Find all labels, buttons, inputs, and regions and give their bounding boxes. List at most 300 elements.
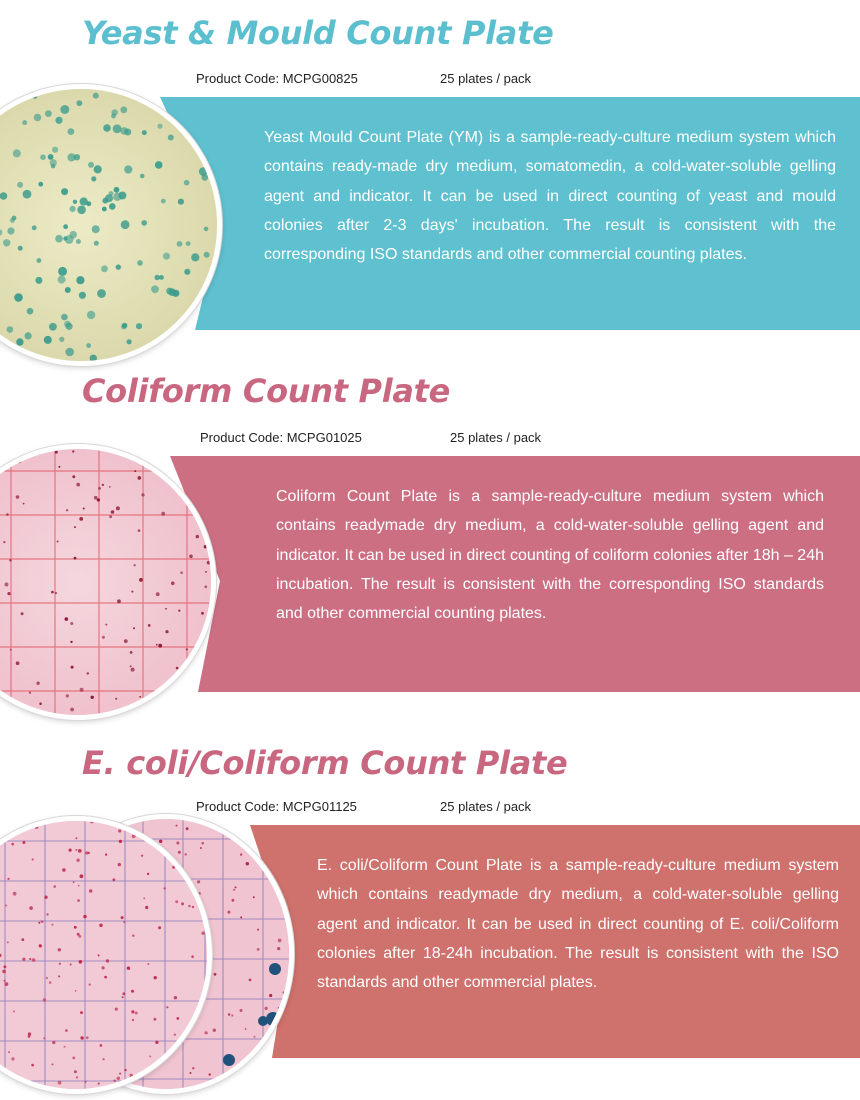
- colony-dot: [57, 541, 59, 543]
- colony-dot: [87, 672, 89, 674]
- colony-dot: [86, 343, 91, 348]
- colony-dot: [186, 648, 188, 650]
- colony-dot: [85, 1081, 87, 1083]
- colony-dot: [52, 147, 58, 153]
- colony-dot: [142, 130, 147, 135]
- product-section-yeast-mould: [0, 0, 860, 360]
- blue-colony-dot: [269, 963, 281, 975]
- colony-dot: [158, 644, 162, 648]
- blue-colony-dot: [223, 1054, 235, 1066]
- colony-dot: [197, 649, 199, 651]
- colony-dot: [106, 959, 109, 962]
- colony-dot: [55, 451, 58, 454]
- colony-dot: [116, 264, 121, 269]
- colony-dot: [203, 524, 205, 526]
- colony-dot: [55, 117, 62, 124]
- colony-dot: [4, 965, 7, 968]
- colony-dot: [80, 197, 88, 205]
- colony-dot: [203, 822, 205, 824]
- ecoli-plate-photo-front: [0, 816, 212, 1094]
- colony-dot: [189, 555, 193, 559]
- colony-dot: [232, 899, 235, 902]
- colony-dot: [58, 948, 61, 951]
- colony-dot: [141, 493, 144, 496]
- colony-dot: [255, 1056, 258, 1059]
- colony-dot: [134, 564, 136, 566]
- colony-dot: [206, 329, 211, 334]
- colony-dot: [254, 1036, 256, 1038]
- colony-dot: [38, 182, 43, 187]
- colony-dot: [58, 975, 60, 977]
- colony-dot: [120, 106, 127, 113]
- colony-dot: [49, 981, 52, 984]
- colony-dot: [192, 1062, 194, 1064]
- colony-dot: [13, 149, 21, 157]
- colony-dot: [178, 610, 180, 612]
- colony-dot: [171, 582, 175, 586]
- colony-dot: [58, 1081, 62, 1085]
- colony-dot: [133, 627, 135, 629]
- colony-dot: [176, 667, 179, 670]
- colony-dot: [114, 1080, 116, 1082]
- colony-dot: [111, 510, 115, 514]
- colony-dot: [141, 855, 143, 857]
- colony-dot: [208, 354, 214, 360]
- colony-dot: [159, 275, 164, 280]
- colony-dot: [153, 1076, 157, 1080]
- colony-dot: [178, 199, 184, 205]
- colony-dot: [88, 852, 90, 854]
- colony-dot: [79, 960, 83, 964]
- colony-dot: [205, 586, 208, 589]
- colony-dot: [16, 661, 20, 665]
- colony-dot: [39, 944, 42, 947]
- colony-dot: [163, 253, 170, 260]
- colony-dot: [213, 1029, 216, 1032]
- colony-dot: [201, 489, 204, 492]
- colony-dot: [161, 512, 165, 516]
- colony-dot: [144, 827, 147, 830]
- colony-dot: [21, 612, 24, 615]
- colony-dot: [73, 881, 75, 883]
- colony-dot: [121, 220, 130, 229]
- colony-dot: [138, 529, 141, 532]
- colony-dot: [87, 311, 95, 319]
- colony-dot: [3, 541, 5, 543]
- colony-dot: [38, 922, 40, 924]
- product-section-coliform: [0, 360, 860, 730]
- colony-dot: [16, 338, 23, 345]
- colony-dot: [75, 837, 77, 839]
- colony-dot: [132, 834, 136, 838]
- colony-dot: [283, 991, 286, 994]
- colony-dot: [22, 958, 25, 961]
- colony-dot: [235, 886, 237, 888]
- colony-dot: [10, 218, 15, 223]
- product-code: Product Code: MCPG01025: [200, 430, 362, 445]
- colony-dot: [91, 176, 96, 181]
- colony-dot: [127, 967, 130, 970]
- colony-dot: [249, 979, 252, 982]
- colony-dot: [193, 319, 201, 327]
- colony-dot: [4, 980, 6, 982]
- colony-dot: [131, 990, 134, 993]
- colony-dot: [165, 608, 167, 610]
- colony-dot: [115, 1008, 118, 1011]
- colony-dot: [109, 203, 116, 210]
- colony-dot: [0, 192, 7, 200]
- colony-dot: [65, 287, 71, 293]
- colony-dot: [275, 1059, 278, 1062]
- colony-dot: [168, 288, 176, 296]
- colony-dot: [29, 692, 31, 694]
- colony-dot: [203, 1009, 206, 1012]
- colony-dot: [114, 187, 120, 193]
- colony-dot: [155, 161, 163, 169]
- coliform-plate-photo: [0, 444, 216, 720]
- colony-dot: [240, 916, 242, 918]
- colony-dot: [134, 470, 136, 472]
- colony-dot: [240, 853, 242, 855]
- colony-dot: [195, 1047, 197, 1049]
- colony-dot: [109, 486, 111, 488]
- colony-dot: [199, 167, 208, 176]
- colony-dot: [44, 896, 47, 899]
- colony-dot: [119, 840, 122, 843]
- colony-dot: [270, 835, 272, 837]
- colony-dot: [64, 321, 71, 328]
- colony-dot: [29, 958, 31, 960]
- colony-dot: [74, 557, 77, 560]
- colony-dot: [131, 591, 133, 593]
- colony-dot: [70, 641, 72, 643]
- colony-dot: [27, 308, 34, 315]
- colony-dot: [203, 302, 212, 311]
- colony-dot: [177, 1017, 180, 1020]
- colony-dot: [278, 1007, 280, 1009]
- colony-dot: [15, 1075, 18, 1078]
- colony-dot: [80, 874, 84, 878]
- colony-dot: [76, 1076, 78, 1078]
- colony-dot: [11, 1057, 14, 1060]
- colony-dot: [21, 938, 24, 941]
- colony-dot: [78, 885, 80, 887]
- colony-dot: [44, 336, 52, 344]
- colony-dot: [28, 1032, 31, 1035]
- colony-dot: [172, 866, 175, 869]
- colony-dot: [35, 825, 39, 829]
- colony-dot: [62, 868, 66, 872]
- colony-dot: [36, 453, 38, 455]
- colony-dot: [79, 517, 83, 521]
- colony-dot: [204, 252, 210, 258]
- colony-dot: [8, 1051, 10, 1053]
- colony-dot: [22, 841, 25, 844]
- colony-dot: [277, 947, 280, 950]
- colony-dot: [148, 624, 151, 627]
- colony-dot: [45, 110, 52, 117]
- colony-dot: [268, 826, 270, 828]
- colony-dot: [60, 105, 69, 114]
- colony-dot: [5, 905, 7, 907]
- colony-dot: [164, 887, 166, 889]
- colony-dot: [14, 293, 23, 302]
- colony-dot: [55, 235, 63, 243]
- colony-dot: [209, 1073, 211, 1075]
- colony-dot: [130, 1074, 133, 1077]
- colony-dot: [43, 998, 46, 1001]
- colony-dot: [166, 1006, 168, 1008]
- colony-dot: [184, 180, 190, 186]
- colony-dot: [34, 114, 42, 122]
- colony-dot: [192, 1031, 195, 1034]
- colony-dot: [231, 1014, 233, 1016]
- colony-dot: [72, 1057, 75, 1060]
- colony-dot: [233, 889, 235, 891]
- colony-dot: [269, 994, 272, 997]
- colony-dot: [246, 862, 249, 865]
- colony-dot: [89, 983, 91, 985]
- colony-dot: [53, 885, 56, 888]
- colony-dot: [99, 924, 103, 928]
- colony-dot: [204, 227, 209, 232]
- colony-dot: [257, 929, 259, 931]
- colony-dot: [130, 651, 133, 654]
- colony-dot: [94, 241, 99, 246]
- colony-dot: [70, 206, 76, 212]
- colony-dot: [170, 345, 176, 351]
- colony-dot: [116, 506, 120, 510]
- product-description: Yeast Mould Count Plate (YM) is a sample-ready-culture medium system which contains ready-made dry medium, somatomedin, a cold-water-soluble gelling agent and indicator. It can be used in direct counting of yeast and mould colonies after 2-3 days' incubation. The result is consistent with the corresponding ISO standards and other commercial counting plates.: [264, 129, 836, 264]
- colony-dot: [43, 1037, 45, 1039]
- colony-dot: [51, 591, 54, 594]
- colony-dot: [124, 639, 128, 643]
- colony-dot: [102, 207, 107, 212]
- colony-dot: [77, 206, 86, 215]
- colony-dot: [104, 976, 107, 979]
- colony-dot: [170, 1080, 172, 1082]
- colony-dot: [184, 269, 190, 275]
- colony-dot: [76, 483, 80, 487]
- colony-dot: [33, 94, 38, 99]
- colony-dot: [145, 906, 148, 909]
- blue-colony-dot: [258, 1016, 268, 1026]
- colony-dot: [5, 982, 9, 986]
- colony-dot: [131, 1010, 134, 1013]
- colony-dot: [72, 450, 74, 452]
- colony-dot: [32, 858, 34, 860]
- colony-dot: [63, 236, 67, 240]
- colony-dot: [16, 703, 19, 706]
- colony-dot: [180, 571, 183, 574]
- colony-dot: [64, 1046, 66, 1048]
- colony-dot: [286, 826, 289, 829]
- colony-dot: [205, 571, 207, 573]
- colony-dot: [168, 135, 174, 141]
- colony-dot: [73, 200, 77, 204]
- colony-dot: [59, 963, 61, 965]
- colony-dot: [83, 508, 85, 510]
- colony-dot: [178, 482, 180, 484]
- colony-dot: [179, 460, 182, 463]
- colony-dot: [23, 190, 32, 199]
- colony-dot: [76, 276, 84, 284]
- colony-dot: [191, 253, 199, 261]
- colony-dot: [25, 332, 32, 339]
- colony-dot: [109, 515, 112, 518]
- colony-dot: [97, 498, 100, 501]
- colony-dot: [200, 867, 203, 870]
- colony-dot: [200, 476, 203, 479]
- colony-dot: [74, 526, 76, 528]
- product-code: Product Code: MCPG00825: [196, 71, 358, 86]
- colony-dot: [72, 475, 75, 478]
- colony-dot: [91, 696, 94, 699]
- colony-dot: [201, 612, 204, 615]
- colony-dot: [136, 323, 142, 329]
- colony-dot: [7, 941, 9, 943]
- colony-dot: [75, 849, 77, 851]
- colony-dot: [139, 578, 143, 582]
- colony-dot: [37, 258, 42, 263]
- colony-dot: [253, 896, 255, 898]
- colony-dot: [58, 276, 66, 284]
- pack-size: 25 plates / pack: [440, 71, 532, 86]
- colony-dot: [65, 348, 74, 357]
- colony-dot: [130, 665, 132, 667]
- colony-dot: [203, 495, 205, 497]
- colony-dot: [245, 1028, 247, 1030]
- colony-dot: [16, 495, 20, 499]
- colony-dot: [46, 977, 48, 979]
- product-code: Product Code: MCPG01125: [196, 799, 357, 814]
- colony-dot: [94, 496, 98, 500]
- colony-dot: [156, 644, 158, 646]
- colony-dot: [147, 873, 149, 875]
- colony-dot: [240, 1009, 243, 1012]
- colony-dot: [185, 500, 189, 504]
- colony-dot: [111, 114, 116, 119]
- colony-dot: [98, 1083, 100, 1085]
- colony-dot: [32, 225, 37, 230]
- colony-dot: [77, 933, 80, 936]
- colony-dot: [105, 624, 107, 626]
- colony-dot: [227, 911, 230, 914]
- colony-dot: [102, 636, 105, 639]
- colony-dot: [65, 1029, 68, 1032]
- pack-size: 25 plates / pack: [450, 430, 542, 445]
- colony-dot: [158, 926, 161, 929]
- colony-dot: [174, 996, 177, 999]
- colony-dot: [185, 661, 187, 663]
- colony-dot: [155, 275, 160, 280]
- colony-dot: [65, 617, 69, 621]
- colony-dot: [18, 460, 21, 463]
- product-description: Coliform Count Plate is a sample-ready-culture medium system which contains readymade dry medium, a cold-water-soluble gelling agent and indicator. It can be used in direct counting of coliform colonies after 18h – 24h incubation. The result is consistent with the corresponding ISO standards and other commercial counting plates.: [276, 488, 824, 623]
- colony-dot: [286, 1070, 289, 1073]
- colony-dot: [17, 182, 23, 188]
- colony-dot: [134, 91, 139, 96]
- colony-dot: [74, 926, 77, 929]
- colony-dot: [5, 583, 9, 587]
- colony-dot: [257, 948, 260, 951]
- colony-dot: [22, 120, 27, 125]
- colony-dot: [70, 622, 73, 625]
- colony-dot: [51, 924, 53, 926]
- colony-dot: [31, 1064, 34, 1067]
- colony-dot: [124, 165, 132, 173]
- colony-dot: [88, 162, 94, 168]
- colony-dot: [132, 1019, 134, 1021]
- colony-dot: [66, 694, 69, 697]
- colony-dot: [7, 227, 14, 234]
- colony-dot: [103, 1058, 105, 1060]
- colony-dot: [122, 992, 125, 995]
- colony-dot: [52, 1041, 55, 1044]
- colony-dot: [46, 913, 48, 915]
- colony-dot: [70, 964, 72, 966]
- colony-dot: [177, 241, 183, 247]
- colony-dot: [118, 829, 121, 832]
- colony-dot: [55, 592, 57, 594]
- colony-dot: [105, 854, 107, 856]
- colony-dot: [284, 907, 287, 910]
- colony-dot: [119, 1073, 121, 1075]
- colony-dot: [70, 708, 74, 712]
- colony-dot: [80, 1011, 83, 1014]
- colony-dot: [3, 239, 10, 246]
- colony-dot: [141, 220, 147, 226]
- colony-dot: [23, 503, 25, 505]
- colony-dot: [109, 191, 114, 196]
- colony-dot: [61, 188, 68, 195]
- colony-dot: [206, 621, 209, 624]
- colony-dot: [77, 899, 80, 902]
- colony-dot: [261, 826, 263, 828]
- colony-dot: [9, 559, 11, 561]
- colony-dot: [121, 916, 124, 919]
- colony-dot: [2, 970, 6, 974]
- colony-dot: [192, 906, 194, 908]
- colony-dot: [93, 93, 99, 99]
- colony-dot: [120, 1085, 123, 1088]
- colony-dot: [49, 323, 57, 331]
- colony-dot: [281, 907, 283, 909]
- colony-dot: [117, 599, 121, 603]
- colony-dot: [15, 347, 19, 351]
- colony-dot: [61, 314, 68, 321]
- colony-dot: [183, 344, 189, 350]
- colony-dot: [135, 1012, 138, 1015]
- colony-dot: [122, 996, 124, 998]
- colony-dot: [29, 906, 33, 910]
- coliform-colonies: [0, 449, 211, 715]
- product-section-ecoli-coliform: [0, 730, 860, 1100]
- colony-dot: [7, 878, 9, 880]
- colony-dot: [278, 939, 282, 943]
- colony-dot: [188, 905, 191, 908]
- colony-dot: [161, 199, 166, 204]
- colony-dot: [11, 843, 14, 846]
- yeast-mould-plate-photo: [0, 84, 222, 366]
- colony-dot: [6, 513, 9, 516]
- yeast-colonies: [0, 89, 217, 361]
- colony-dot: [66, 509, 68, 511]
- colony-dot: [118, 863, 121, 866]
- colony-dot: [94, 165, 102, 173]
- product-title: Yeast & Mould Count Plate: [82, 14, 554, 52]
- colony-dot: [214, 973, 217, 976]
